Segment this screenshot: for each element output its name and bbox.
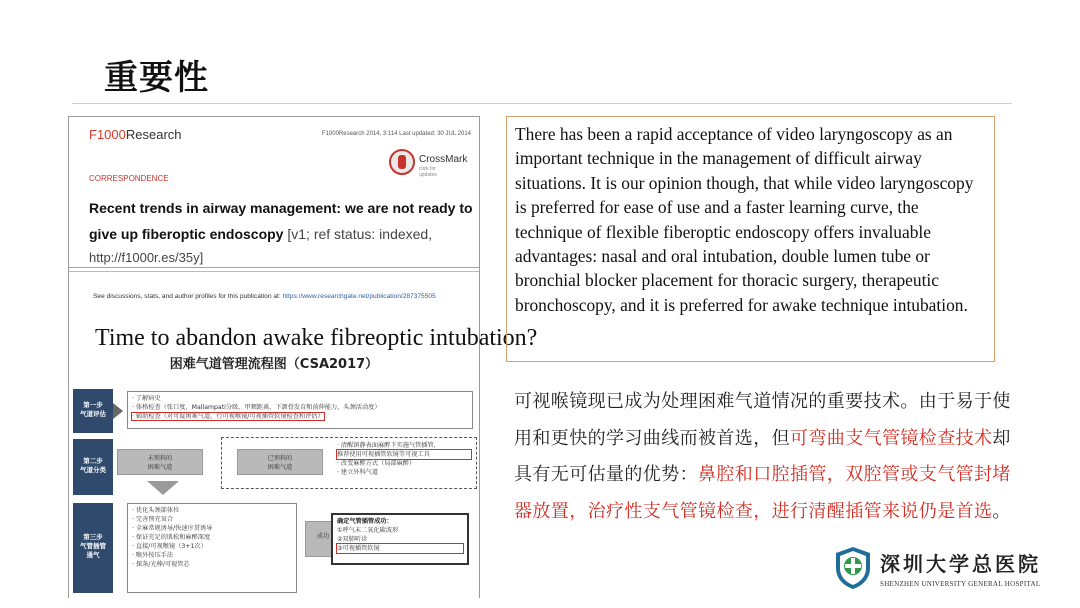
crossmark-icon	[389, 149, 415, 175]
paper-link: http://f1000r.es/35y]	[89, 250, 204, 265]
flow-step-2: 第二步 气道分类	[73, 439, 113, 495]
flow-box-assessment: · 了解病史 · 体格检查（张口度、Mallampati分级、甲颏距离、下颌骨发育和前伸能力、头颈活动度） · 辅助检查（对可疑困难气道，行可视喉镜/可视插管软镜检查和评估）	[127, 391, 473, 429]
hospital-emblem-icon	[834, 546, 872, 590]
paper-meta: F1000Research 2014, 3:114 Last updated: 30 JUL 2014	[321, 131, 471, 137]
crossmark-badge: CrossMark click for updates	[389, 149, 455, 179]
airway-flowchart	[69, 353, 479, 599]
summary-paragraph: 可视喉镜现已成为处理困难气道情况的重要技术。由于易于使用和更快的学习曲线而被首选，但可弯曲支气管镜检查技术却具有无可估量的优势：鼻腔和口腔插管，双腔管或支气管封堵器放置，治疗性支气管镜检查，进行清醒插管来说仍是首选。	[514, 391, 1011, 522]
hospital-name-cn: 深圳大学总医院	[880, 552, 1041, 576]
highlight-technique: 可弯曲支气管镜检查技术	[790, 427, 993, 449]
divider	[69, 267, 479, 268]
arrow-right-icon	[113, 403, 123, 419]
reference-image-panel	[68, 116, 538, 598]
hospital-logo	[834, 544, 1066, 596]
title-divider	[72, 103, 1012, 104]
highlight-advantages: 鼻腔和口腔插管，双腔管或支气管封堵器放置，治疗性支气管镜检查，进行清醒插管来说仍是首选	[514, 464, 1011, 522]
researchgate-line: See discussions, stats, and author profiles for this publication at: https://www.researchgate.net/publication/287375505	[93, 293, 436, 300]
paper-title: Recent trends in airway management: we are not ready to give up fiberoptic endoscopy [v1; ref status: indexed,	[89, 200, 473, 242]
flow-box-intubation: · 优化头颈部体位 · 完善预充氧合 · 全麻常规诱导/快速序贯诱导 · 保证充足的肌松和麻醉深度 · 直接/可视喉镜（3+1次） · 喉外按压手法 · 探条/光棒/可视管芯	[127, 503, 297, 593]
flow-box-confirm: 确定气管插管成功： ①呼气末二氧化碳波形 ②双肺听诊 ③可视插管软镜	[331, 513, 469, 565]
flow-box-unexpected: 未预料的 困难气道	[117, 449, 203, 475]
paper-f1000-header	[69, 117, 479, 272]
f1000-logo: F1000Research	[89, 127, 182, 142]
paper2-title: Time to abandon awake fibreoptic intubation?	[95, 325, 538, 351]
flowchart-title: 困难气道管理流程图（CSA2017）	[169, 357, 379, 372]
flow-step-3: 第三步 气管插管 通气	[73, 503, 113, 593]
flow-box-expected-actions: · 清醒镇静表面麻醉下实施气管插管， 推荐使用可视插管软镜等可视工具 · 改变麻醉方式（局部麻醉） · 建立外科气道	[333, 439, 475, 487]
quote-box: There has been a rapid acceptance of video laryngoscopy as an important technique in the management of difficult airway situations. It is our opinion though, that while video laryngoscopy is preferred for ease of use and a faster learning curve, the technique of flexible fiberoptic endoscopy offers invaluable advantages: nasal and oral intubation, double lumen tube or bronchial blocker placement for thoracic surgery, therapeutic bronchoscopy, and it is preferred for awake technique intubation.	[506, 116, 995, 362]
slide-title: 重要性	[104, 58, 209, 98]
chevron-down-icon	[147, 481, 179, 495]
flow-box-expected: 已预料的 困难气道	[237, 449, 323, 475]
flow-step-1: 第一步 气道评估	[73, 389, 113, 433]
hospital-name-en: SHENZHEN UNIVERSITY GENERAL HOSPITAL	[880, 580, 1041, 588]
flow-box-success: 成功	[305, 521, 341, 557]
paper-section-label: CORRESPONDENCE	[89, 174, 169, 183]
